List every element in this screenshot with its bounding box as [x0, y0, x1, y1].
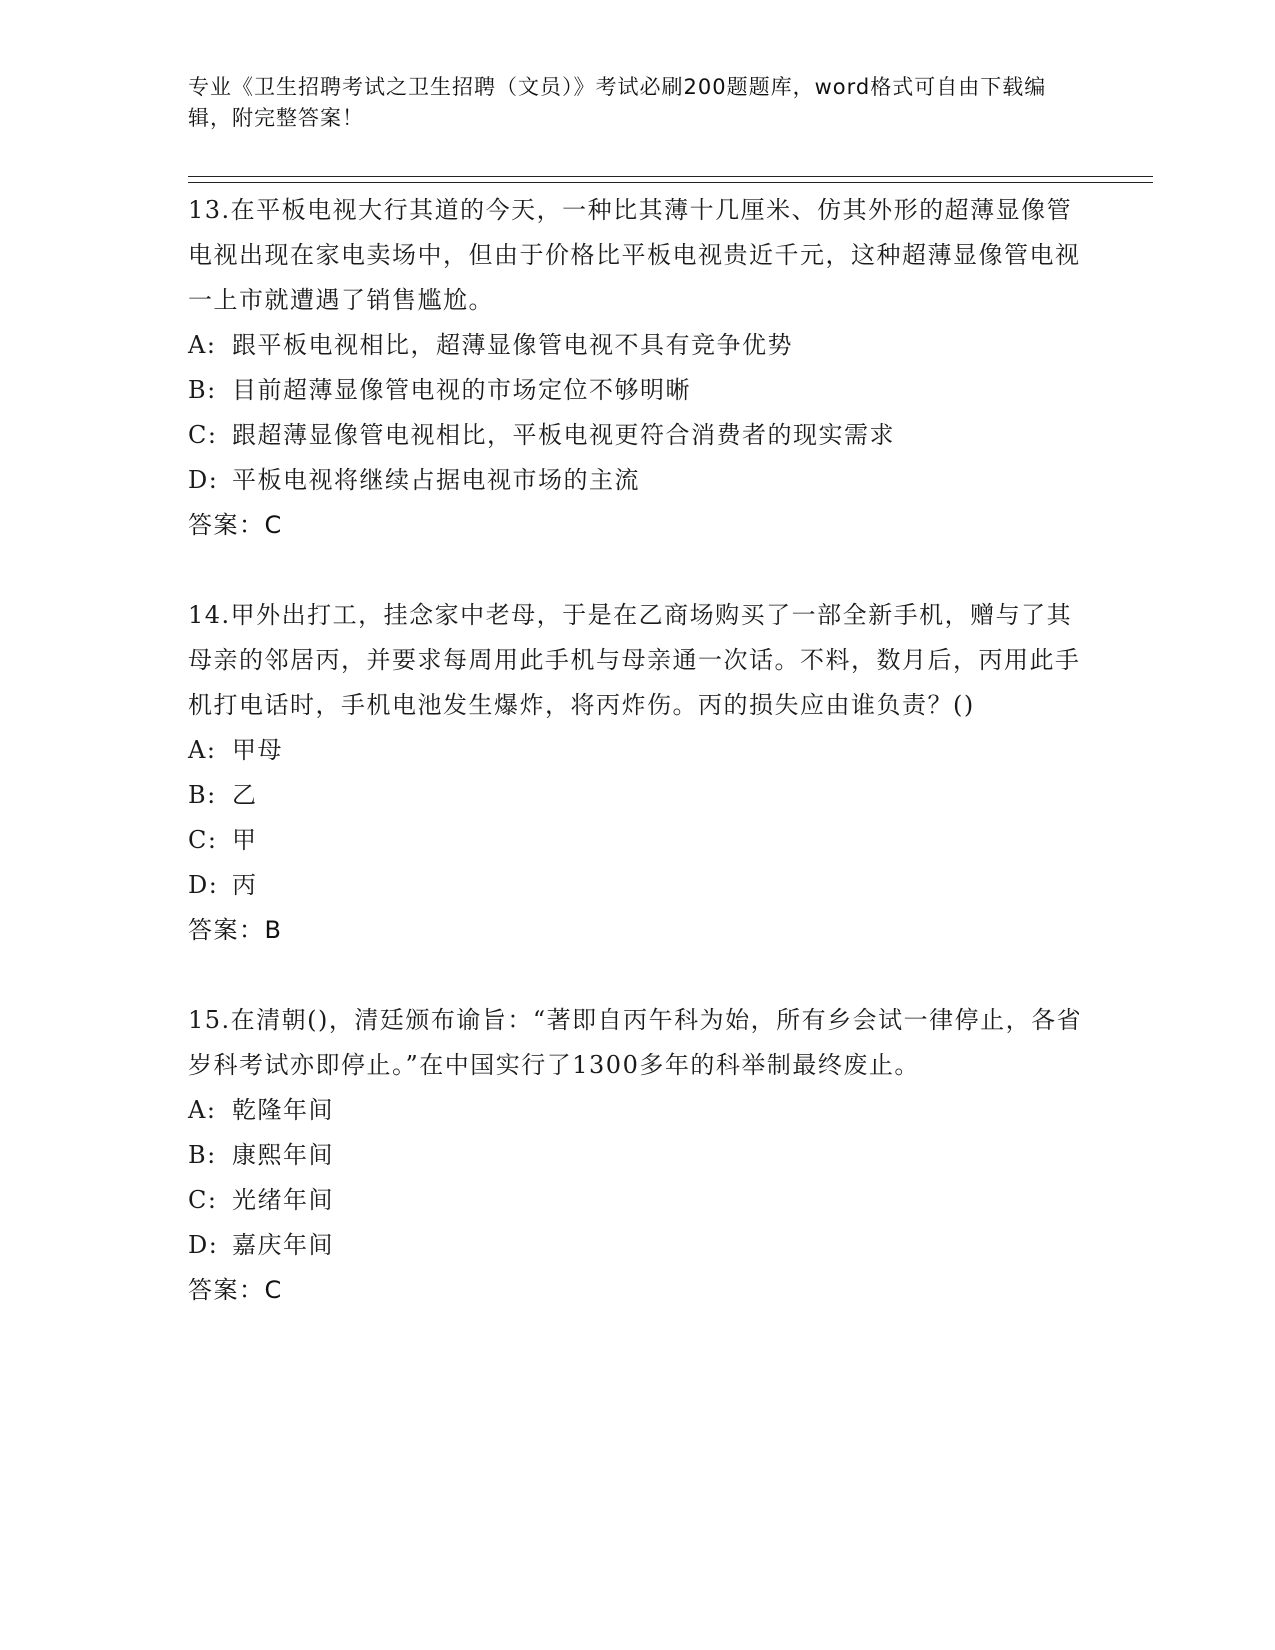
option-letter: D: — [188, 871, 219, 899]
option-letter: C: — [188, 1186, 218, 1214]
option-letter: A: — [188, 331, 217, 359]
question-13 — [188, 188, 1088, 548]
option-letter: A: — [188, 1096, 217, 1124]
option-b — [188, 773, 1088, 818]
option-text: 跟超薄显像管电视相比，平板电视更符合消费者的现实需求 — [232, 421, 895, 449]
option-letter: D: — [188, 1231, 219, 1259]
option-text: 甲母 — [232, 736, 283, 764]
option-text: 平板电视将继续占据电视市场的主流 — [232, 466, 640, 494]
option-text: 乾隆年间 — [232, 1096, 334, 1124]
option-a — [188, 1088, 1088, 1133]
document-header: 专业《卫生招聘考试之卫生招聘（文员）》考试必刷200题题库，word格式可自由下载编辑，附完整答案！ — [188, 75, 1047, 130]
question-14 — [188, 593, 1088, 953]
option-a — [188, 323, 1088, 368]
answer-line: 答案：C — [188, 1276, 283, 1304]
option-d — [188, 1223, 1088, 1268]
question-stem: 14.甲外出打工，挂念家中老母，于是在乙商场购买了一部全新手机，赠与了其母亲的邻居丙，并要求每周用此手机与母亲通一次话。不料，数月后，丙用此手机打电话时，手机电池发生爆炸，将丙炸伤。丙的损失应由谁负责？() — [188, 601, 1081, 719]
option-text: 目前超薄显像管电视的市场定位不够明晰 — [232, 376, 691, 404]
option-letter: B: — [188, 376, 217, 404]
option-text: 光绪年间 — [232, 1186, 334, 1214]
question-list — [188, 188, 1088, 1313]
option-c — [188, 1178, 1088, 1223]
option-c — [188, 413, 1088, 458]
option-letter: B: — [188, 781, 217, 809]
question-15 — [188, 998, 1088, 1313]
option-a — [188, 728, 1088, 773]
question-stem: 15.在清朝()，清廷颁布谕旨：“著即自丙午科为始，所有乡会试一律停止，各省岁科考试亦即停止。”在中国实行了1300多年的科举制最终废止。 — [188, 1006, 1083, 1079]
answer-line: 答案：B — [188, 916, 283, 944]
option-d — [188, 458, 1088, 503]
header-divider — [188, 176, 1153, 183]
option-letter: B: — [188, 1141, 217, 1169]
option-letter: C: — [188, 826, 218, 854]
option-d — [188, 863, 1088, 908]
option-text: 乙 — [232, 781, 258, 809]
option-letter: A: — [188, 736, 217, 764]
option-text: 康熙年间 — [232, 1141, 334, 1169]
option-text: 跟平板电视相比，超薄显像管电视不具有竞争优势 — [232, 331, 793, 359]
option-letter: D: — [188, 466, 219, 494]
option-b — [188, 368, 1088, 413]
option-b — [188, 1133, 1088, 1178]
option-text: 丙 — [232, 871, 258, 899]
answer-line: 答案：C — [188, 511, 283, 539]
option-text: 甲 — [232, 826, 258, 854]
option-text: 嘉庆年间 — [232, 1231, 334, 1259]
spacer — [188, 953, 1088, 998]
option-c — [188, 818, 1088, 863]
spacer — [188, 548, 1088, 593]
question-stem: 13.在平板电视大行其道的今天，一种比其薄十几厘米、仿其外形的超薄显像管电视出现在家电卖场中，但由于价格比平板电视贵近千元，这种超薄显像管电视一上市就遭遇了销售尴尬。 — [188, 196, 1081, 314]
option-letter: C: — [188, 421, 218, 449]
